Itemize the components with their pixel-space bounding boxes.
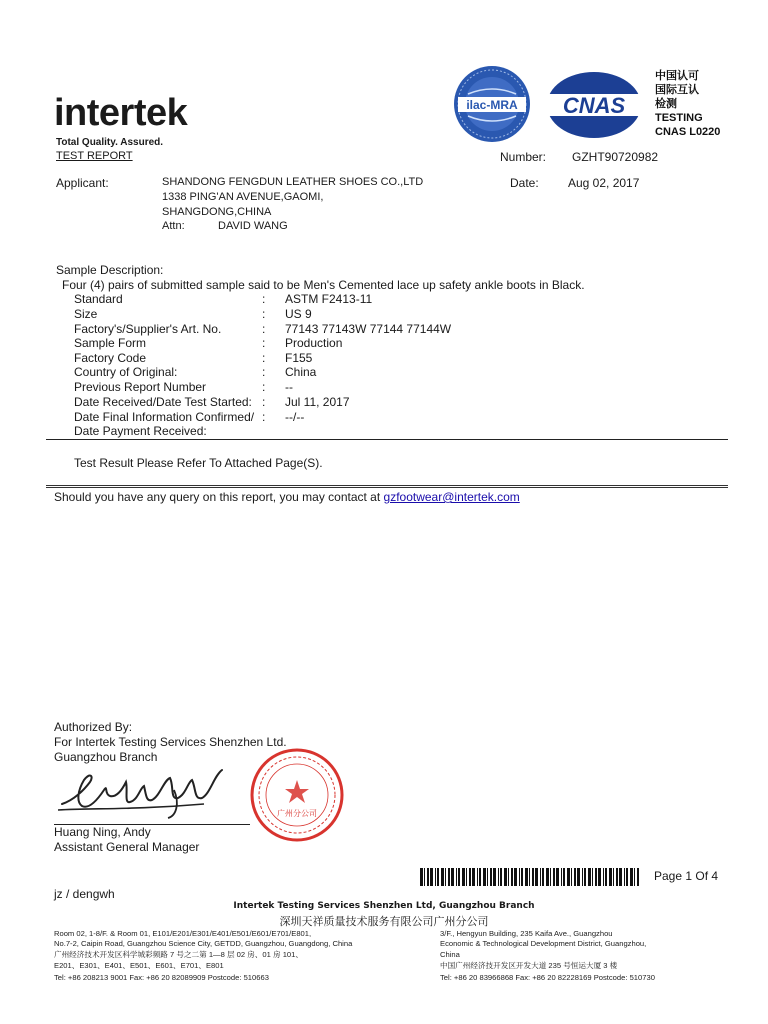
logo-tagline: Total Quality. Assured. [56,137,164,148]
attn-label: Attn: [162,220,185,232]
barcode [420,868,642,886]
field-value-size: US 9 [285,307,312,321]
field-value-sample-form: Production [285,336,343,350]
field-label-date-payment: Date Payment Received: [74,424,207,438]
field-colon: : [262,351,266,365]
footer-left-4: E201、E301、E401、E501、E601、E701、E801 [54,961,224,970]
footer-left-2: No.7-2, Caipin Road, Guangzhou Science City, GETDD, Guangzhou, Guangdong, China [54,939,353,948]
footer-left-3: 广州经济技术开发区科学城彩频路 7 号之二第 1—8 层 02 房、01 房 101、 [54,950,303,959]
cnas-logo [545,70,643,140]
query-line [54,490,520,504]
svg-text:广州分公司: 广州分公司 [277,809,317,818]
double-divider [46,485,728,488]
cnas-line-3: 检测 [655,98,677,110]
signer-title: Assistant General Manager [54,840,200,854]
cnas-line-2: 国际互认 [655,84,699,96]
signer-name: Huang Ning, Andy [54,825,151,839]
initials: jz / dengwh [54,887,115,901]
footer-left-5: Tel: +86 208213 9001 Fax: +86 20 82089909 Postcode: 510663 [54,973,269,982]
date-value: Aug 02, 2017 [568,176,640,190]
contact-email-link[interactable]: gzfootwear@intertek.com [383,490,520,504]
report-title: TEST REPORT [56,150,133,162]
field-colon: : [262,380,266,394]
intertek-logo: intertek [54,92,188,134]
field-label-sample-form: Sample Form [74,336,147,350]
sample-heading: Sample Description: [56,263,164,277]
divider [46,439,728,440]
field-label-date-received: Date Received/Date Test Started: [74,395,252,409]
field-value-factory-code: F155 [285,351,313,365]
branch-line: Guangzhou Branch [54,750,158,764]
company-line: For Intertek Testing Services Shenzhen Ltd. [54,735,287,749]
field-label-art-no: Factory's/Supplier's Art. No. [74,322,222,336]
applicant-line-2: 1338 PING'AN AVENUE,GAOMI, [162,191,324,203]
applicant-line-1: SHANDONG FENGDUN LEATHER SHOES CO.,LTD [162,176,424,188]
attn-value: DAVID WANG [218,220,288,232]
result-text: Test Result Please Refer To Attached Page(S). [74,456,323,470]
field-label-factory-code: Factory Code [74,351,147,365]
ilac-text: ilac-MRA [466,98,518,112]
field-colon: : [262,307,266,321]
sample-description: Four (4) pairs of submitted sample said to be Men's Cemented lace up safety ankle boots in Black. [62,278,585,292]
footer-right-2: Economic & Technological Development District, Guangzhou, [440,939,647,948]
authorized-by: Authorized By: [54,720,133,734]
signature [54,760,244,822]
footer-right-1: 3/F., Hengyun Building, 235 Kaifa Ave., Guangzhou [440,929,613,938]
field-colon: : [262,292,266,306]
field-label-size: Size [74,307,98,321]
page-indicator: Page 1 Of 4 [654,869,719,883]
field-value-art-no: 77143 77143W 77144 77144W [285,322,452,336]
applicant-line-3: SHANGDONG,CHINA [162,206,272,218]
field-label-standard: Standard [74,292,123,306]
footer-company-en: Intertek Testing Services Shenzhen Ltd, Guangzhou Branch [233,901,535,911]
query-text: Should you have any query on this report, you may contact at [54,490,384,504]
field-value-date-final: --/-- [285,410,305,424]
date-label: Date: [510,176,539,190]
field-label-date-final: Date Final Information Confirmed/ [74,410,255,424]
field-colon: : [262,395,266,409]
footer-left-1: Room 02, 1-8/F. & Room 01, E101/E201/E301/E401/E501/E601/E701/E801, [54,929,312,938]
field-colon: : [262,336,266,350]
cnas-line-5: CNAS L0220 [655,126,721,138]
field-label-country: Country of Original: [74,365,178,379]
footer-right-3: China [440,950,460,959]
field-value-country: China [285,365,317,379]
field-label-previous-report: Previous Report Number [74,380,207,394]
svg-text:CNAS: CNAS [562,93,626,118]
field-value-date-received: Jul 11, 2017 [285,395,350,409]
field-colon: : [262,365,266,379]
ilac-mra-logo [452,64,532,144]
company-stamp [248,746,346,844]
field-value-previous-report: -- [285,380,293,394]
field-value-standard: ASTM F2413-11 [285,292,373,306]
applicant-label: Applicant: [56,176,109,190]
field-colon: : [262,410,266,424]
footer-right-4: 中国广州经济技开发区开发大道 235 号恒运大厦 3 楼 [440,961,618,970]
number-value: GZHT90720982 [572,150,659,164]
footer-right-5: Tel: +86 20 83966868 Fax: +86 20 82228169 Postcode: 510730 [440,973,655,982]
cnas-line-1: 中国认可 [655,70,699,82]
cnas-line-4: TESTING [655,112,703,124]
field-colon: : [262,322,266,336]
number-label: Number: [500,150,547,164]
footer-company-cn: 深圳天祥质量技术服务有限公司广州分公司 [279,915,489,928]
